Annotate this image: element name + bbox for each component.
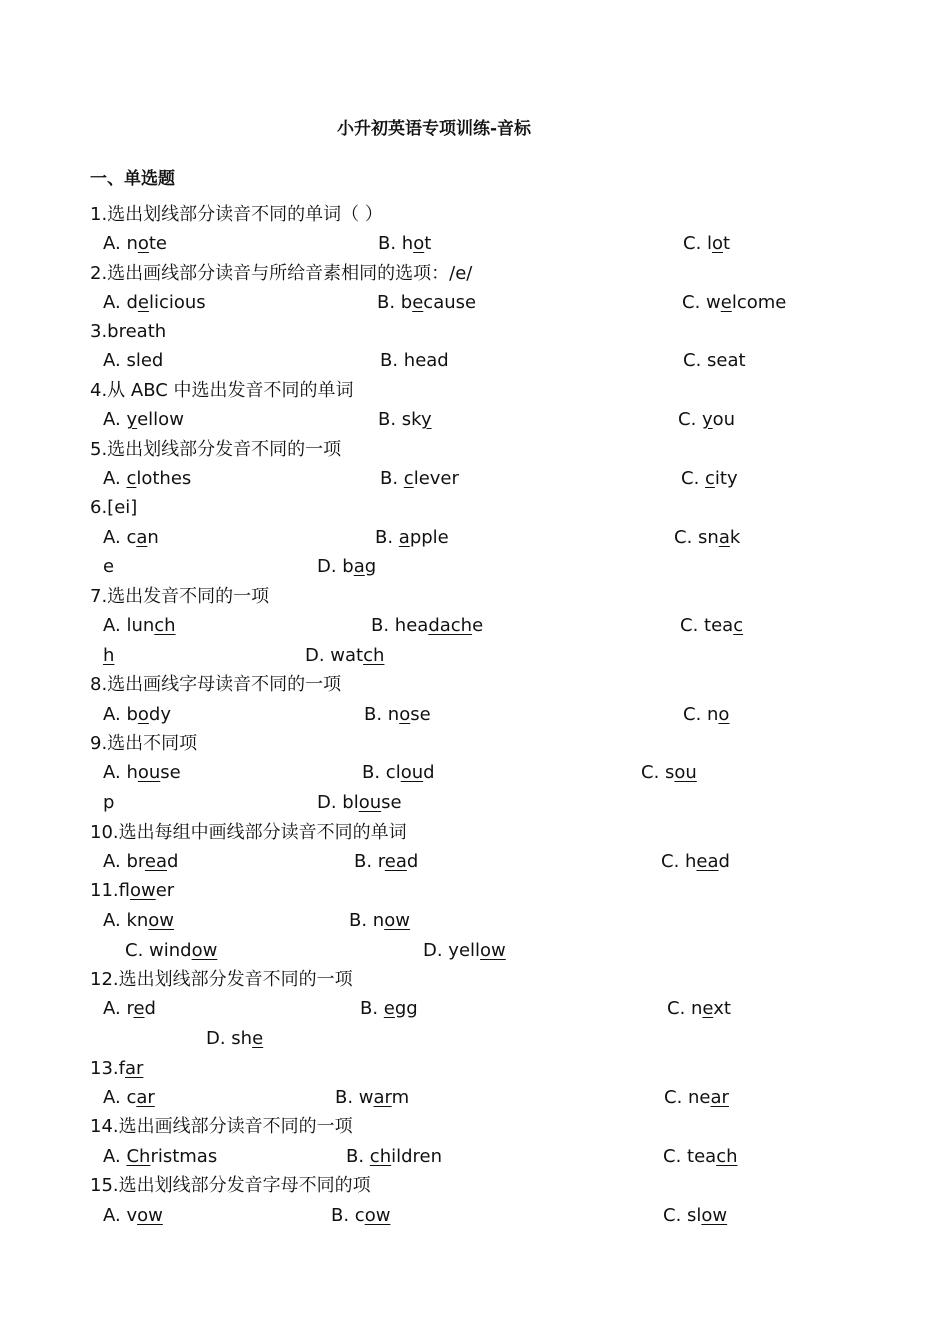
answer-option: A. delicious <box>103 292 206 313</box>
answer-option: D. watch <box>305 645 385 666</box>
answer-option: C. next <box>667 998 731 1019</box>
answer-option: B. warm <box>335 1087 410 1108</box>
question-stem: 7.选出发音不同的一项 <box>90 586 270 607</box>
answer-option: C. slow <box>663 1205 728 1226</box>
question-stem: 2.选出画线部分读音与所给音素相同的选项：/e/ <box>90 263 473 284</box>
question-stem: 1.选出划线部分读音不同的单词（ ） <box>90 204 383 225</box>
answer-option: B. head <box>380 350 449 371</box>
answer-option: C. welcome <box>682 292 787 313</box>
answer-option: B. clever <box>380 468 459 489</box>
answer-option: C. seat <box>683 350 746 371</box>
answer-option: C. lot <box>683 233 731 254</box>
answer-option: A. bread <box>103 851 179 872</box>
answer-option: B. nose <box>364 704 431 725</box>
answer-option: A. red <box>103 998 156 1019</box>
answer-option: D. bag <box>317 556 377 577</box>
question-stem: 5.选出划线部分发音不同的一项 <box>90 439 342 460</box>
question-stem: 10.选出每组中画线部分读音不同的单词 <box>90 822 407 843</box>
answer-option: A. clothes <box>103 468 192 489</box>
question-stem: 9.选出不同项 <box>90 733 198 754</box>
answer-option: B. cow <box>331 1205 391 1226</box>
answer-option: D. she <box>206 1028 264 1049</box>
answer-option: C. head <box>661 851 730 872</box>
answer-option: B. children <box>346 1146 443 1167</box>
answer-option: e <box>103 556 115 577</box>
answer-option: B. cloud <box>362 762 435 783</box>
answer-option: B. sky <box>378 409 432 430</box>
answer-option: A. body <box>103 704 171 725</box>
section-heading: 一、单选题 <box>90 169 175 189</box>
answer-option: B. now <box>349 910 410 931</box>
answer-option: p <box>103 792 115 813</box>
answer-option: D. blouse <box>317 792 402 813</box>
answer-option: A. can <box>103 527 159 548</box>
question-stem: 3.breath <box>90 321 167 342</box>
question-stem: 4.从 ABC 中选出发音不同的单词 <box>90 380 354 401</box>
question-stem: 6.[ei] <box>90 497 138 518</box>
answer-option: C. teach <box>663 1146 738 1167</box>
question-stem: 14.选出画线部分读音不同的一项 <box>90 1116 353 1137</box>
answer-option: A. yellow <box>103 409 184 430</box>
answer-option: B. apple <box>375 527 449 548</box>
answer-option: C. snak <box>674 527 741 548</box>
answer-option: C. window <box>125 940 218 961</box>
answer-option: A. know <box>103 910 175 931</box>
answer-option: C. sou <box>641 762 697 783</box>
answer-option: B. read <box>354 851 419 872</box>
answer-option: A. vow <box>103 1205 163 1226</box>
question-stem: 8.选出画线字母读音不同的一项 <box>90 674 342 695</box>
answer-option: A. lunch <box>103 615 176 636</box>
question-stem: 15.选出划线部分发音字母不同的项 <box>90 1175 371 1196</box>
question-stem: 13.far <box>90 1058 144 1079</box>
answer-option: C. no <box>683 704 730 725</box>
answer-option: B. egg <box>360 998 418 1019</box>
answer-option: C. teac <box>680 615 744 636</box>
answer-option: B. because <box>377 292 477 313</box>
answer-option: C. you <box>678 409 736 430</box>
answer-option: A. Christmas <box>103 1146 218 1167</box>
answer-option: A. note <box>103 233 168 254</box>
question-stem: 12.选出划线部分发音不同的一项 <box>90 969 353 990</box>
document-title: 小升初英语专项训练-音标 <box>336 119 532 139</box>
answer-option: A. car <box>103 1087 155 1108</box>
answer-option: A. sled <box>103 350 164 371</box>
answer-option: C. city <box>681 468 738 489</box>
answer-option: D. yellow <box>423 940 506 961</box>
answer-option: h <box>103 645 115 666</box>
answer-option: B. headache <box>371 615 484 636</box>
answer-option: A. house <box>103 762 181 783</box>
answer-option: B. hot <box>378 233 432 254</box>
answer-option: C. near <box>664 1087 729 1108</box>
question-stem: 11.flower <box>90 880 175 901</box>
